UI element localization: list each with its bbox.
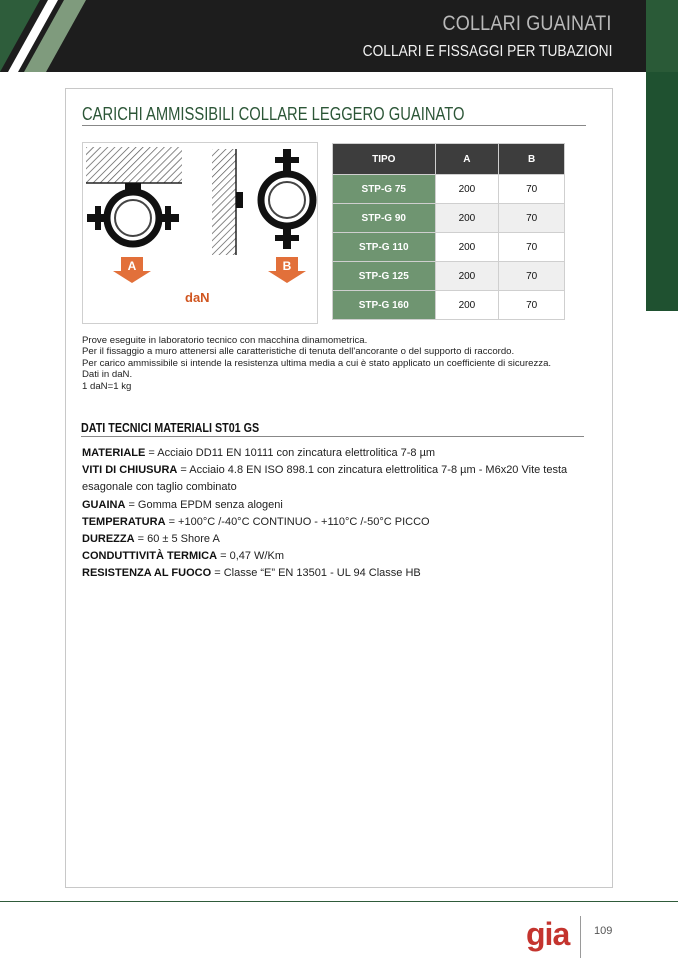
table-row xyxy=(333,262,565,291)
cell-a: 200 xyxy=(435,204,499,233)
spec-item xyxy=(82,445,582,462)
section-title: CARICHI AMMISSIBILI COLLARE LEGGERO GUAINATO xyxy=(82,104,465,124)
table-row xyxy=(333,233,565,262)
cell-tipo: STP-G 110 xyxy=(333,233,436,262)
cell-a: 200 xyxy=(435,233,499,262)
cell-b: 70 xyxy=(499,175,565,204)
cell-b: 70 xyxy=(499,262,565,291)
spec-value: = Gomma EPDM senza alogeni xyxy=(125,498,283,511)
header-stripes xyxy=(0,0,646,72)
table-header-row xyxy=(333,144,565,175)
spec-item xyxy=(82,565,582,582)
cell-b: 70 xyxy=(499,291,565,320)
spec-value: = 60 ± 5 Shore A xyxy=(134,533,220,546)
side-accent-bar xyxy=(646,0,678,311)
load-diagram xyxy=(82,142,318,324)
tech-specs-list xyxy=(82,445,582,583)
spec-item xyxy=(82,548,582,565)
arrow-a-label: A xyxy=(127,259,137,273)
column-header-a: A xyxy=(435,144,499,175)
spec-label: MATERIALE xyxy=(82,447,146,459)
spec-label: DUREZZA xyxy=(82,533,135,546)
page-number: 109 xyxy=(594,925,613,937)
spec-label: TEMPERATURA xyxy=(82,515,166,528)
cell-b: 70 xyxy=(499,233,565,262)
note-line: Per il fissaggio a muro attenersi alle caratteristiche di tenuta dell'ancorante o del supporto di raccordo. xyxy=(82,346,515,358)
header-title: COLLARI GUAINATI xyxy=(442,12,612,35)
cell-b: 70 xyxy=(499,204,565,233)
clamp-a-icon xyxy=(87,192,179,244)
footer-divider xyxy=(0,901,678,902)
spec-label: RESISTENZA AL FUOCO xyxy=(82,567,212,580)
spec-value: = +100°C /-40°C CONTINUO - +110°C /-50°C PICCO xyxy=(165,515,430,528)
load-table xyxy=(332,143,565,320)
spec-item xyxy=(82,531,582,548)
arrow-b-label: B xyxy=(282,259,292,273)
clamp-b-icon xyxy=(261,149,313,249)
unit-label: daN xyxy=(185,290,210,305)
spec-item xyxy=(82,462,582,496)
test-notes xyxy=(82,335,551,392)
table-row xyxy=(333,291,565,320)
tech-data-title: DATI TECNICI MATERIALI ST01 GS xyxy=(81,421,260,435)
note-line: Prove eseguite in laboratorio tecnico con macchina dinamometrica. xyxy=(82,335,368,346)
spec-item xyxy=(82,497,582,514)
spec-value: = Acciaio 4.8 EN ISO 898.1 con zincatura elettrolitica 7-8 µm - M6x20 Vite testa esagonale con taglio combinato xyxy=(82,464,568,494)
spec-label: GUAINA xyxy=(82,498,126,511)
cell-tipo: STP-G 75 xyxy=(333,175,436,204)
cell-tipo: STP-G 160 xyxy=(333,291,436,320)
spec-item xyxy=(82,514,582,531)
section-divider xyxy=(82,125,586,126)
column-header-b: B xyxy=(499,144,565,175)
cell-a: 200 xyxy=(435,175,499,204)
ceiling-hatch xyxy=(86,147,182,183)
spec-label: VITI DI CHIUSURA xyxy=(82,464,178,477)
note-line: 1 daN=1 kg xyxy=(82,380,132,392)
spec-value: = Acciaio DD11 EN 10111 con zincatura elettrolitica 7-8 µm xyxy=(145,447,436,459)
gia-logo: gia xyxy=(526,916,570,952)
spec-value: = Classe “E” EN 13501 - UL 94 Classe HB xyxy=(211,567,421,580)
footer-separator xyxy=(580,916,581,958)
page-header xyxy=(0,0,646,72)
cell-a: 200 xyxy=(435,262,499,291)
note-line: Dati in daN. xyxy=(82,369,133,381)
note-line: Per carico ammissibile si intende la resistenza ultima media a cui è stato applicato un coefficiente di sicurezza. xyxy=(82,357,552,369)
table-row xyxy=(333,204,565,233)
tech-data-divider xyxy=(81,436,584,437)
cell-a: 200 xyxy=(435,291,499,320)
column-header-tipo: TIPO xyxy=(333,144,436,175)
spec-label: CONDUTTIVITÀ TERMICA xyxy=(82,550,218,563)
spec-value: = 0,47 W/Km xyxy=(217,550,284,563)
cell-tipo: STP-G 125 xyxy=(333,262,436,291)
table-row xyxy=(333,175,565,204)
wall-hatch xyxy=(212,149,236,255)
header-subtitle: COLLARI E FISSAGGI PER TUBAZIONI xyxy=(362,43,612,60)
cell-tipo: STP-G 90 xyxy=(333,204,436,233)
